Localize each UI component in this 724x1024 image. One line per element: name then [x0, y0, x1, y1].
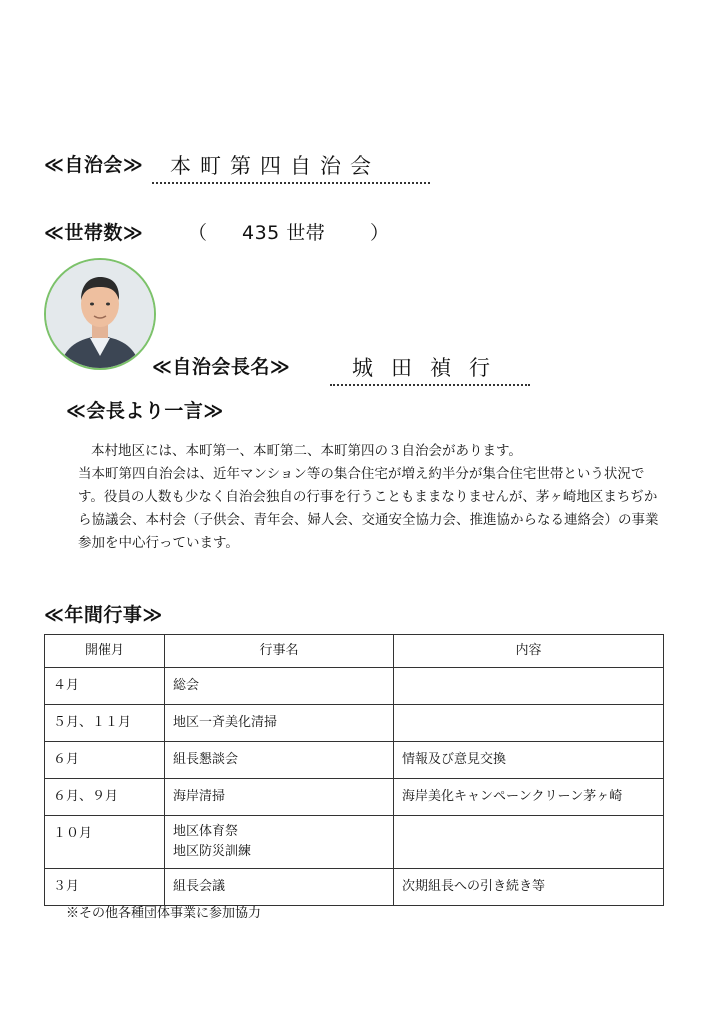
association-name: 本町第四自治会	[152, 150, 430, 184]
households-row	[44, 218, 390, 245]
table-row	[45, 779, 664, 816]
table-row	[45, 816, 664, 869]
event-name: 組長懇談会	[165, 742, 394, 779]
event-name: 地区一斉美化清掃	[165, 705, 394, 742]
event-name: 海岸清掃	[165, 779, 394, 816]
events-table	[44, 634, 664, 906]
event-name: 総会	[165, 668, 394, 705]
chairman-name: 城田禎行	[330, 352, 530, 386]
column-header-event: 行事名	[165, 635, 394, 668]
message-paragraph: 当本町第四自治会は、近年マンション等の集合住宅が増え約半分が集合住宅世帯という状況です。役員の人数も少なく自治会独自の行事を行うこともままなりませんが、茅ヶ崎地区まちぢから協議会、本村会（子供会、青年会、婦人会、交通安全協力会、推進協からなる連絡会）の事業参加を中心行っています。	[78, 466, 659, 551]
event-name: 組長会議	[165, 869, 394, 906]
association-row	[44, 150, 380, 178]
person-portrait-icon	[46, 260, 154, 368]
chairman-row	[152, 352, 508, 380]
event-detail: 海岸美化キャンペーンクリーン茅ヶ崎	[394, 779, 664, 816]
events-heading: ≪年間行事≫	[44, 604, 163, 626]
association-label: ≪自治会≫	[44, 154, 144, 176]
table-row	[45, 742, 664, 779]
column-header-month: 開催月	[45, 635, 165, 668]
event-detail	[394, 816, 664, 869]
table-row	[45, 869, 664, 906]
households-open-paren: （	[188, 222, 208, 244]
event-detail	[394, 705, 664, 742]
event-month: ６月、９月	[45, 779, 165, 816]
table-row	[45, 705, 664, 742]
message-body	[78, 440, 670, 555]
event-detail	[394, 668, 664, 705]
message-heading: ≪会長より一言≫	[66, 400, 224, 422]
events-footnote: ※その他各種団体事業に参加協力	[66, 906, 262, 921]
event-detail: 次期組長への引き続き等	[394, 869, 664, 906]
event-month: １０月	[45, 816, 165, 869]
event-month: ４月	[45, 668, 165, 705]
households-count: 435 世帯	[242, 222, 326, 244]
column-header-detail: 内容	[394, 635, 664, 668]
chairman-photo	[44, 258, 156, 370]
event-name: 地区体育祭 地区防災訓練	[165, 816, 394, 869]
households-close-paren: ）	[370, 222, 390, 244]
event-month: ５月、１１月	[45, 705, 165, 742]
event-detail: 情報及び意見交換	[394, 742, 664, 779]
table-row	[45, 668, 664, 705]
chairman-label: ≪自治会長名≫	[152, 356, 291, 378]
households-label: ≪世帯数≫	[44, 222, 144, 244]
event-month: ３月	[45, 869, 165, 906]
table-header-row	[45, 635, 664, 668]
event-month: ６月	[45, 742, 165, 779]
message-paragraph: 本村地区には、本町第一、本町第二、本町第四の３自治会があります。	[91, 443, 522, 459]
